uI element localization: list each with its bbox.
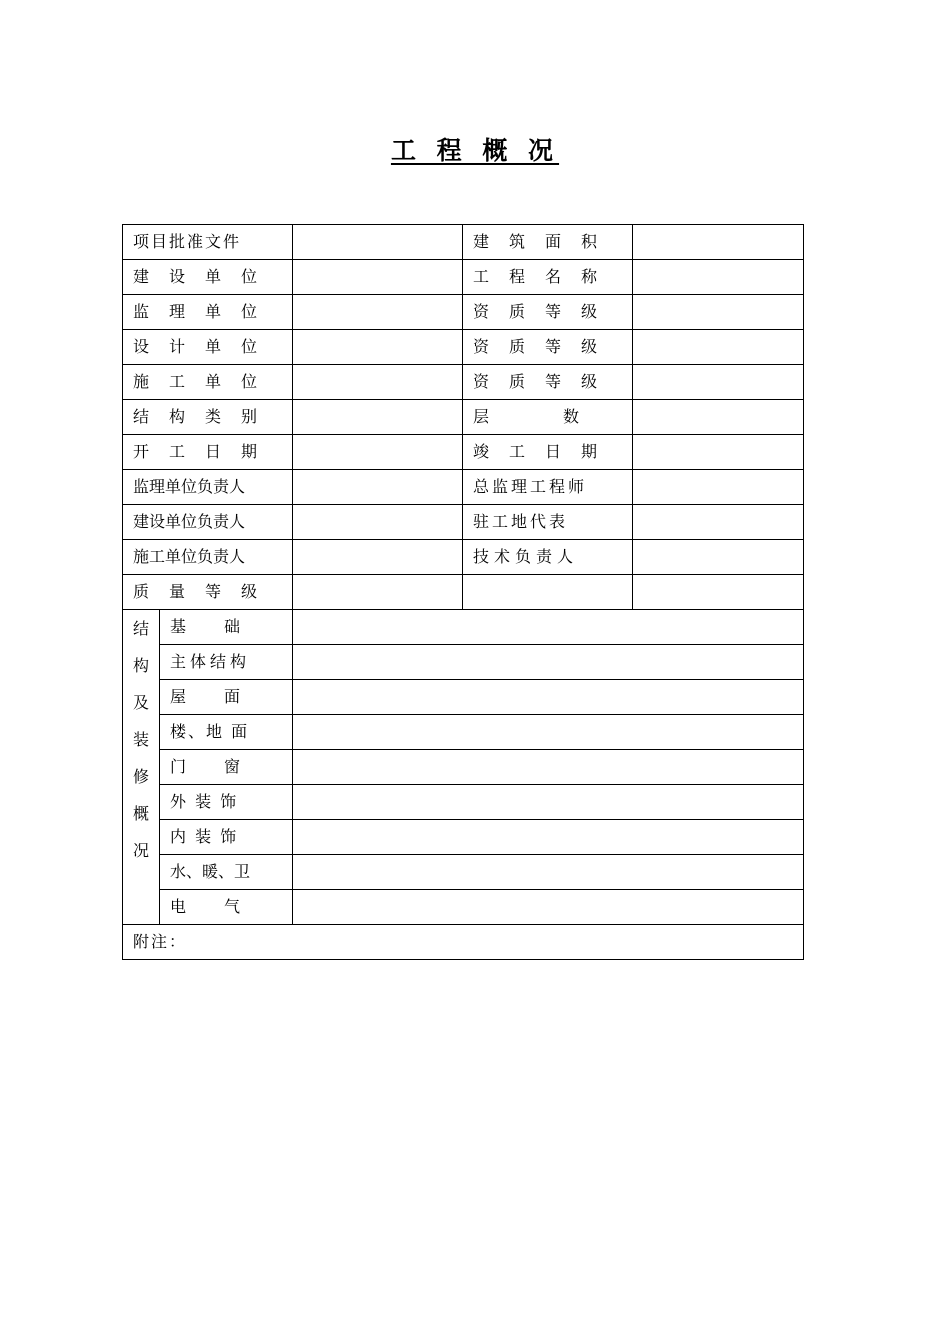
section-value-cell-exterior-decoration[interactable]	[293, 785, 804, 820]
label-cell	[123, 540, 293, 575]
label-cell	[123, 505, 293, 540]
value-cell-structure-type[interactable]	[293, 400, 463, 435]
section-value-cell-electrical[interactable]	[293, 890, 804, 925]
row-label: 建设单位负责人	[133, 512, 246, 531]
table-row	[123, 575, 804, 610]
table-row	[123, 435, 804, 470]
value-cell-completion-date[interactable]	[633, 435, 804, 470]
section-item-label: 屋 面	[170, 687, 243, 706]
row-label: 技术负责人	[473, 547, 579, 566]
value-cell-approval-document[interactable]	[293, 225, 463, 260]
section-value-cell-doors-windows[interactable]	[293, 750, 804, 785]
section-item-label: 基 础	[170, 617, 243, 636]
table-row	[123, 505, 804, 540]
section-value-cell-interior-decoration[interactable]	[293, 820, 804, 855]
value-cell-owner-head[interactable]	[293, 505, 463, 540]
section-title-char: 概	[132, 804, 149, 823]
row-label: 质 量 等 级	[133, 582, 260, 601]
label-cell	[123, 575, 293, 610]
row-label: 层 数	[473, 407, 582, 426]
value-cell-quality-grade[interactable]	[293, 575, 463, 610]
section-item-cell	[160, 890, 293, 925]
label-cell	[463, 365, 633, 400]
document-title	[0, 131, 950, 167]
document-title-text: 工 程 概 况	[390, 136, 560, 165]
section-item-label: 门 窗	[170, 757, 243, 776]
section-title-char: 况	[132, 841, 149, 860]
value-cell-blank[interactable]	[633, 575, 804, 610]
table-row	[123, 680, 804, 715]
label-cell	[463, 435, 633, 470]
table-row	[123, 470, 804, 505]
value-cell-qualification-grade[interactable]	[633, 295, 804, 330]
label-cell	[463, 295, 633, 330]
table-row	[123, 225, 804, 260]
label-cell	[123, 225, 293, 260]
label-cell	[123, 435, 293, 470]
table-row	[123, 855, 804, 890]
section-title-char: 及	[132, 693, 149, 712]
row-label: 施工单位负责人	[133, 547, 246, 566]
row-label: 资 质 等 级	[473, 372, 600, 391]
section-value-cell-floor[interactable]	[293, 715, 804, 750]
row-label: 驻工地代表	[473, 512, 569, 531]
section-value-cell-main-structure[interactable]	[293, 645, 804, 680]
table-row	[123, 715, 804, 750]
row-label: 总监理工程师	[473, 477, 588, 496]
section-item-cell	[160, 750, 293, 785]
notes-row	[123, 925, 804, 960]
value-cell-construction-unit[interactable]	[293, 365, 463, 400]
row-label: 项目批准文件	[133, 232, 242, 251]
row-label: 监 理 单 位	[133, 302, 260, 321]
value-cell-chief-supervisor[interactable]	[633, 470, 804, 505]
label-cell	[463, 400, 633, 435]
row-label: 资 质 等 级	[473, 302, 600, 321]
label-cell	[463, 470, 633, 505]
section-title-vertical	[123, 610, 160, 925]
section-item-label: 主体结构	[170, 652, 251, 671]
section-title-char: 装	[132, 730, 149, 749]
label-cell	[463, 505, 633, 540]
value-cell-contractor-head[interactable]	[293, 540, 463, 575]
section-item-label: 水、暖、卫	[170, 862, 251, 881]
label-cell	[463, 330, 633, 365]
row-label: 竣 工 日 期	[473, 442, 600, 461]
section-item-label: 内 装 饰	[170, 827, 239, 846]
section-item-label: 楼、地 面	[170, 722, 250, 741]
value-cell-site-representative[interactable]	[633, 505, 804, 540]
value-cell-blank[interactable]	[463, 575, 633, 610]
value-cell-owner-unit[interactable]	[293, 260, 463, 295]
table-row	[123, 645, 804, 680]
table-row	[123, 295, 804, 330]
section-item-cell	[160, 820, 293, 855]
notes-cell[interactable]	[123, 925, 804, 960]
section-title-char: 修	[132, 767, 149, 786]
label-cell	[123, 330, 293, 365]
project-overview-table	[122, 224, 804, 960]
label-cell	[123, 365, 293, 400]
label-cell	[123, 260, 293, 295]
table-row	[123, 540, 804, 575]
section-title-char: 构	[132, 656, 149, 675]
row-label: 监理单位负责人	[133, 477, 246, 496]
section-item-cell	[160, 645, 293, 680]
row-label: 设 计 单 位	[133, 337, 260, 356]
value-cell-technical-head[interactable]	[633, 540, 804, 575]
label-cell	[463, 225, 633, 260]
row-label: 建 筑 面 积	[473, 232, 600, 251]
section-value-cell-roof[interactable]	[293, 680, 804, 715]
table-row	[123, 365, 804, 400]
value-cell-qualification-grade[interactable]	[633, 365, 804, 400]
value-cell-building-area[interactable]	[633, 225, 804, 260]
table-row	[123, 330, 804, 365]
value-cell-floors[interactable]	[633, 400, 804, 435]
value-cell-design-unit[interactable]	[293, 330, 463, 365]
label-cell	[463, 540, 633, 575]
section-item-cell	[160, 715, 293, 750]
section-item-label: 外 装 饰	[170, 792, 239, 811]
row-label: 资 质 等 级	[473, 337, 600, 356]
value-cell-supervision-head[interactable]	[293, 470, 463, 505]
value-cell-start-date[interactable]	[293, 435, 463, 470]
section-item-cell	[160, 855, 293, 890]
table-row	[123, 785, 804, 820]
section-item-cell	[160, 680, 293, 715]
row-label: 开 工 日 期	[133, 442, 260, 461]
notes-label: 附注：	[133, 932, 188, 951]
section-item-cell	[160, 610, 293, 645]
section-item-label: 电 气	[170, 897, 243, 916]
table-row	[123, 890, 804, 925]
value-cell-qualification-grade[interactable]	[633, 330, 804, 365]
table-row	[123, 820, 804, 855]
row-label: 建 设 单 位	[133, 267, 260, 286]
label-cell	[123, 400, 293, 435]
label-cell	[123, 295, 293, 330]
value-cell-supervision-unit[interactable]	[293, 295, 463, 330]
value-cell-project-name[interactable]	[633, 260, 804, 295]
label-cell	[463, 260, 633, 295]
row-label: 工 程 名 称	[473, 267, 600, 286]
section-value-cell-plumbing-heating[interactable]	[293, 855, 804, 890]
row-label: 施 工 单 位	[133, 372, 260, 391]
section-item-cell	[160, 785, 293, 820]
section-title-char: 结	[132, 619, 149, 638]
table-row	[123, 400, 804, 435]
row-label: 结 构 类 别	[133, 407, 260, 426]
label-cell	[123, 470, 293, 505]
table-row	[123, 610, 804, 645]
section-value-cell-foundation[interactable]	[293, 610, 804, 645]
table-row	[123, 260, 804, 295]
table-row	[123, 750, 804, 785]
